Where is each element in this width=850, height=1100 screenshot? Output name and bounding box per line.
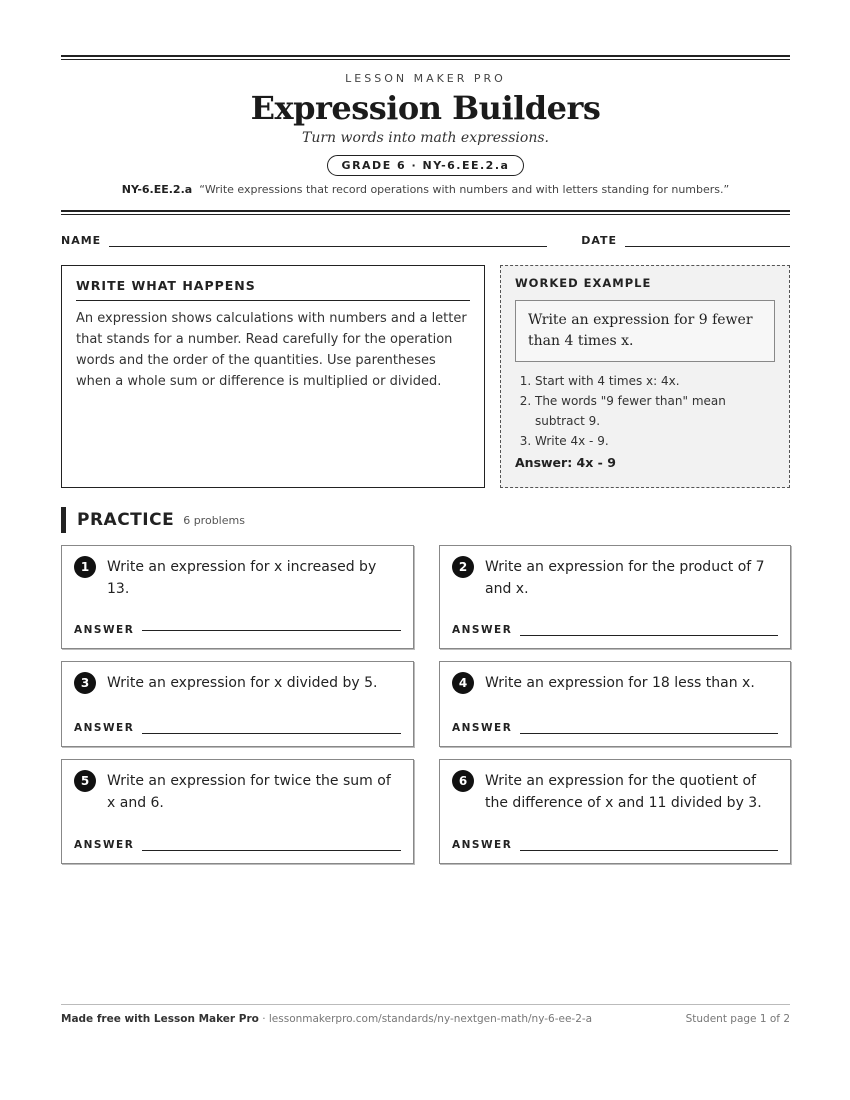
date-field[interactable] (625, 236, 790, 247)
name-date-row (61, 234, 790, 247)
problem-card (439, 759, 791, 864)
worked-example-step: 2. The words "9 fewer than" mean subtract 9. (535, 391, 775, 431)
info-box-heading: WRITE WHAT HAPPENS (76, 278, 470, 301)
problem-card (61, 759, 414, 864)
info-box-body: An expression shows calculations with numbers and a letter that stands for a number. Read carefully for the operation words and the order of the quantities. Use parentheses when a whole sum or difference is multiplied or divided. (76, 311, 467, 389)
page-footer (61, 1004, 790, 1025)
problem-number: 5 (74, 770, 96, 792)
problem-card (61, 545, 414, 649)
page-indicator: Student page 1 of 2 (685, 1013, 790, 1025)
brand-name: LESSON MAKER PRO (345, 72, 506, 85)
header-bottom-rule (61, 210, 790, 215)
name-label: NAME (61, 234, 102, 247)
worked-example-box (500, 265, 790, 488)
problem-text: Write an expression for the quotient of the difference of x and 11 divided by 3. (485, 773, 762, 811)
answer-line[interactable] (142, 842, 401, 851)
problem-text: Write an expression for 18 less than x. (485, 675, 755, 691)
problem-card (439, 545, 791, 649)
problem-card (439, 661, 791, 747)
answer-line[interactable] (520, 725, 778, 734)
worksheet-page (61, 55, 790, 864)
worked-example-heading: WORKED EXAMPLE (515, 276, 652, 290)
answer-label: ANSWER (452, 722, 513, 734)
answer-line[interactable] (142, 725, 401, 734)
practice-header (61, 507, 790, 533)
standard-description (61, 183, 790, 196)
problem-count: 6 problems (183, 513, 245, 527)
problem-number: 6 (452, 770, 474, 792)
footer-url[interactable]: · lessonmakerpro.com/standards/ny-nextgen-math/ny-6-ee-2-a (258, 1013, 593, 1025)
problem-text: Write an expression for x increased by 13. (107, 559, 377, 597)
problem-grid (61, 545, 790, 864)
worksheet-subtitle: Turn words into math expressions. (302, 130, 549, 146)
problem-card (61, 661, 414, 747)
problem-text: Write an expression for x divided by 5. (107, 675, 378, 691)
worksheet-title: Expression Builders (250, 89, 601, 127)
problem-text: Write an expression for the product of 7 and x. (485, 559, 765, 597)
practice-heading: PRACTICE (77, 510, 175, 530)
standard-text: “Write expressions that record operations with numbers and with letters standing for numbers.” (199, 183, 730, 196)
footer-made-with: Made free with Lesson Maker Pro (61, 1013, 259, 1025)
answer-label: ANSWER (74, 624, 135, 636)
top-rule (61, 55, 790, 60)
problem-number: 2 (452, 556, 474, 578)
answer-line[interactable] (520, 842, 778, 851)
worked-example-step: 1. Start with 4 times x: 4x. (535, 371, 775, 391)
problem-number: 3 (74, 672, 96, 694)
name-field[interactable] (109, 236, 547, 247)
worked-example-prompt: Write an expression for 9 fewer than 4 times x. (515, 300, 775, 362)
answer-label: ANSWER (452, 624, 513, 636)
problem-text: Write an expression for twice the sum of x and 6. (107, 773, 391, 811)
worked-example-step: 3. Write 4x - 9. (535, 431, 775, 451)
grade-standard-badge: GRADE 6 · NY-6.EE.2.a (327, 155, 525, 176)
problem-number: 1 (74, 556, 96, 578)
answer-label: ANSWER (74, 839, 135, 851)
answer-line[interactable] (520, 627, 778, 636)
worked-example-steps (515, 371, 775, 451)
info-box (61, 265, 485, 488)
worked-example-answer: Answer: 4x - 9 (515, 455, 616, 470)
date-label: DATE (581, 234, 617, 247)
answer-label: ANSWER (452, 839, 513, 851)
answer-label: ANSWER (74, 722, 135, 734)
problem-number: 4 (452, 672, 474, 694)
answer-line[interactable] (142, 622, 401, 631)
standard-code: NY-6.EE.2.a (121, 183, 193, 196)
